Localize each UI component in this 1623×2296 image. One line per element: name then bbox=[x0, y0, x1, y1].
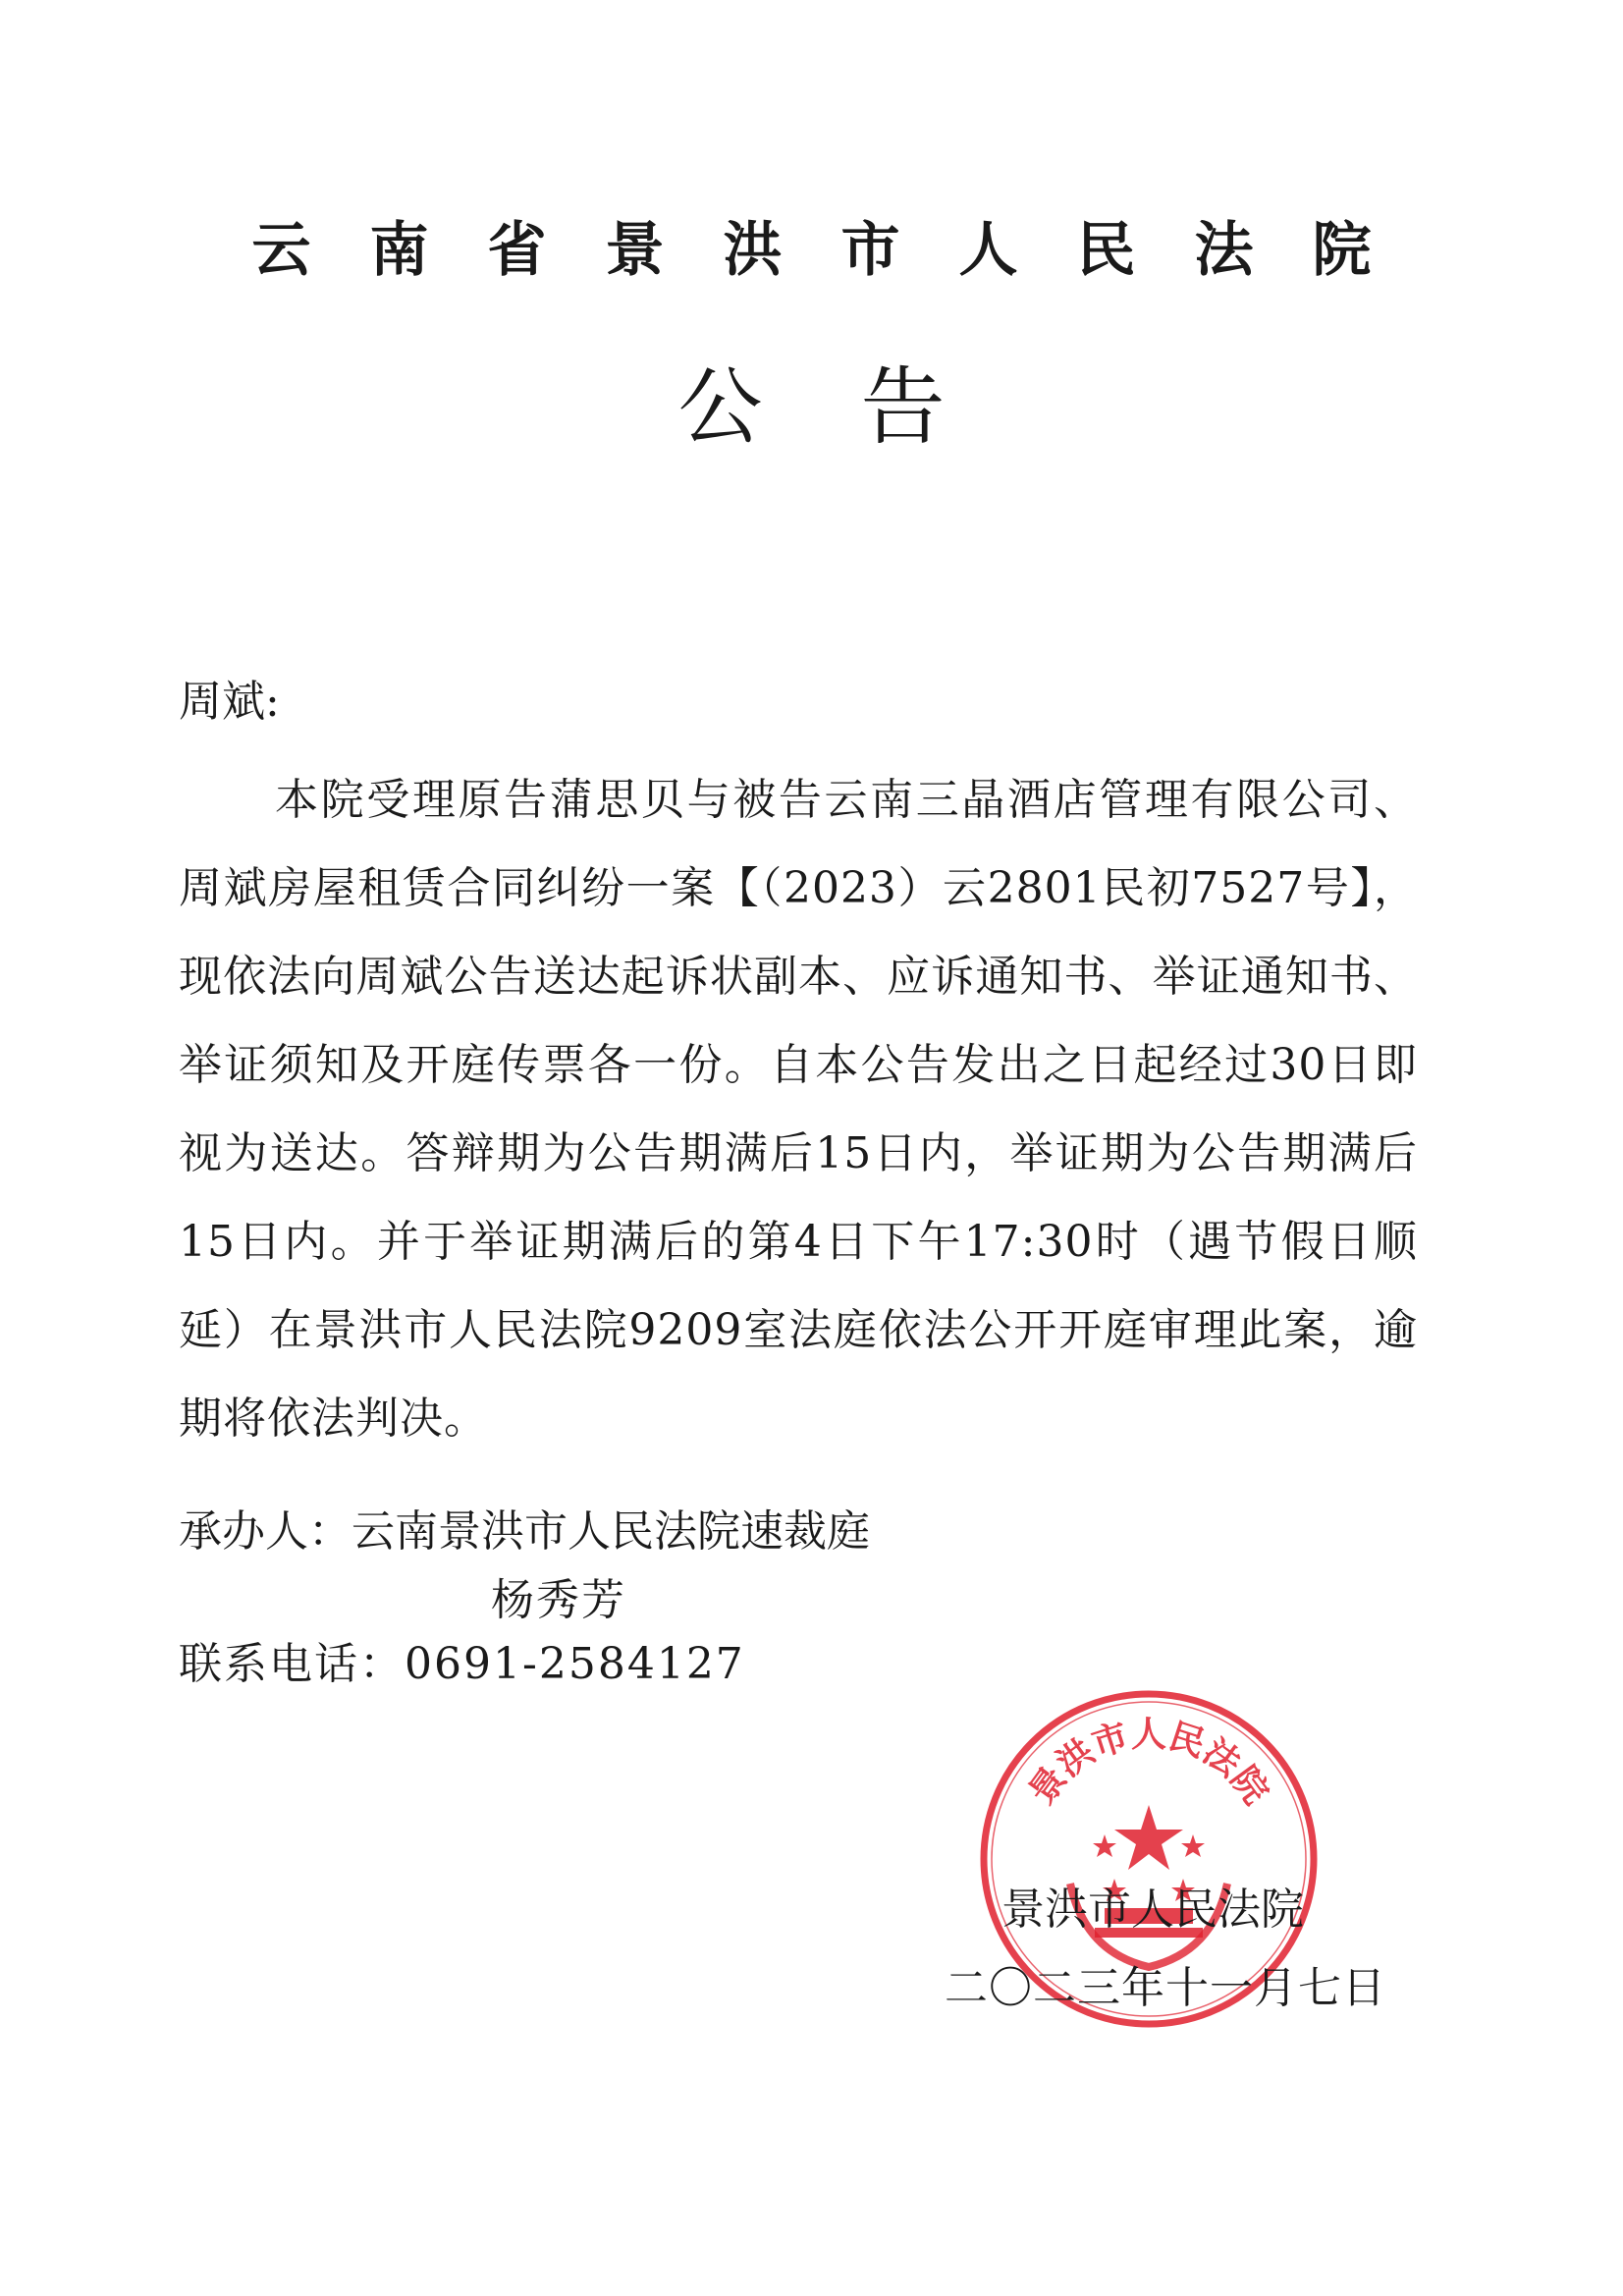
signing-date: 二〇二三年十一月七日 bbox=[945, 1963, 1386, 2013]
contact-phone: 联系电话：0691-2584127 bbox=[179, 1639, 745, 1689]
svg-text:景洪市人民法院 bbox=[1021, 1714, 1276, 1812]
undertaker-line: 承办人：云南景洪市人民法院速裁庭 bbox=[179, 1506, 870, 1557]
court-name-heading: 云南省景洪市人民法院 bbox=[251, 216, 1431, 285]
seal-text: 景洪市人民法院 bbox=[1020, 1713, 1277, 1813]
signing-court: 景洪市人民法院 bbox=[1001, 1885, 1304, 1935]
undertaker-name: 杨秀芳 bbox=[491, 1575, 626, 1625]
addressee: 周斌: bbox=[179, 677, 280, 727]
notice-title: 公告 bbox=[677, 358, 1044, 457]
notice-body: 本院受理原告蒲思贝与被告云南三晶酒店管理有限公司、周斌房屋租赁合同纠纷一案【（2023）云2801民初7527号】，现依法向周斌公告送达起诉状副本、应诉通知书、举证通知书、举证须知及开庭传票各一份。自本公告发出之日起经过30日即视为送达。答辩期为公告期满后15日内，举证期为公告期满后15日内。并于举证期满后的第4日下午17:30时（遇节假日顺延）在景洪市人民法院9209室法庭依法公开开庭审理此案，逾期将依法判决。 bbox=[179, 775, 1418, 1444]
